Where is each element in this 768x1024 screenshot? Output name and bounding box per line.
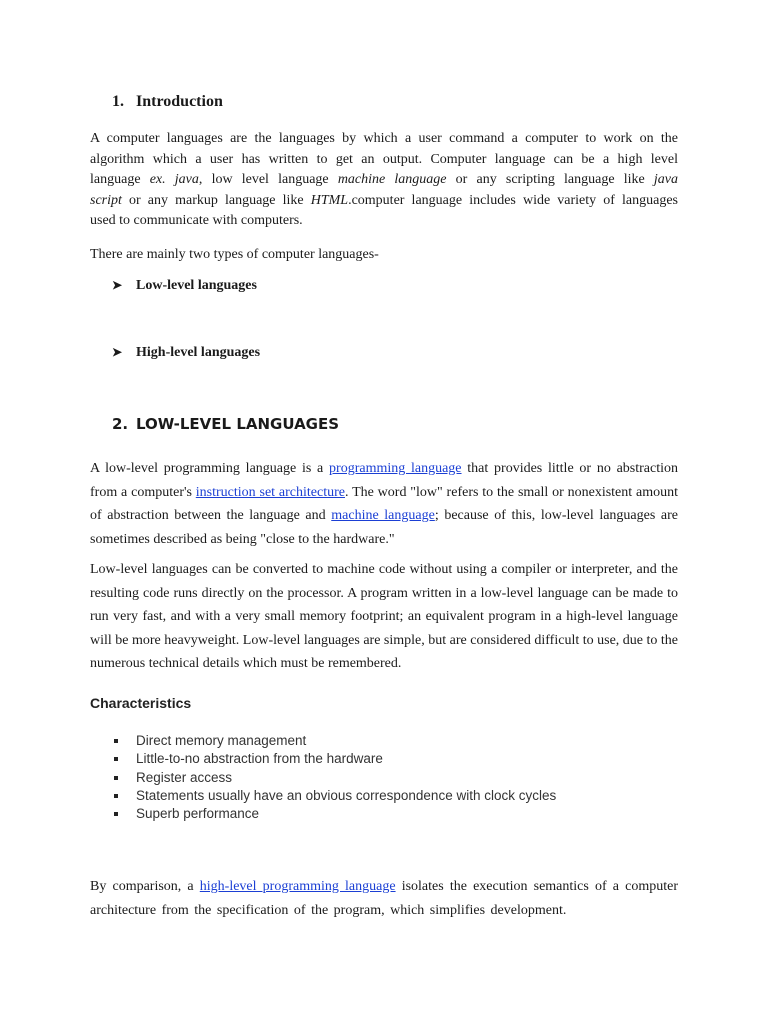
section-1-title: Introduction [136,93,223,110]
list-item [112,787,556,805]
list-item [112,732,556,750]
intro-italic-java-script-b: script [90,192,122,208]
bullet-low-level-label: Low-level languages [136,278,257,293]
bullet-high-level [112,345,260,361]
list-item [112,769,556,787]
instruction-set-architecture-link[interactable]: instruction set architecture [195,484,345,500]
comparison-paragraph [90,875,678,922]
intro-line-1: A computer languages are the languages by which a user command a computer to work on the [90,131,678,146]
characteristics-heading: Characteristics [90,695,192,711]
intro-text: , low level language [198,172,338,187]
section-1-heading [112,93,223,111]
intro-text: language [90,172,150,187]
low-level-conversion-paragraph: Low-level languages can be converted to machine code without using a compiler or interpreter, and the resulting code runs directly on the processor. A program written in a low-level language can be made to run very fast, and with a very small memory footprint; an equivalent program in a high-level language will be more heavyweight. Low-level languages are simple, but are considered difficult to use, due to the numerous technical details which must be remembered. [90,562,678,671]
def-text: . The word "low" refers to the small or nonexistent amount of abstraction between the language and [90,484,678,523]
square-bullet-icon [114,757,118,761]
types-paragraph: There are mainly two types of computer languages- [90,247,379,262]
list-item [112,750,556,768]
list-item-label: Statements usually have an obvious correspondence with clock cycles [136,787,557,803]
intro-text: or any scripting language like [446,172,654,187]
intro-line-5: used to communicate with computers. [90,213,303,228]
list-item-label: Superb performance [136,806,260,822]
def-text: A low-level programming language is a [90,461,330,476]
intro-text: .computer language includes wide variety of languages [348,192,679,208]
section-1-number: 1. [112,93,124,110]
comparison-text: isolates the execution semantics of a computer architecture from the specification of the program, which simplifies development. [90,879,678,918]
intro-line-2: algorithm which a user has written to get an output. Computer language can be a high level [90,151,678,167]
machine-language-link[interactable]: machine language [331,508,435,523]
list-item-label: Direct memory management [136,733,307,748]
bullet-low-level [112,278,257,294]
square-bullet-icon [114,794,118,798]
list-item [112,805,556,823]
square-bullet-icon [114,776,118,780]
square-bullet-icon [114,739,118,743]
high-level-programming-language-link[interactable]: high-level programming language [199,879,396,894]
intro-italic-html: HTML [310,192,349,208]
list-item-label: Register access [136,769,233,785]
intro-italic-java: ex. java [149,172,199,187]
arrow-bullet-icon: ➤ [112,345,123,359]
section-2-number: 2. [112,415,129,433]
square-bullet-icon [114,812,118,816]
bullet-high-level-label: High-level languages [136,345,261,360]
intro-italic-java-script-a: java [653,172,679,187]
section-2-title: LOW-LEVEL LANGUAGES [136,415,340,433]
section-2-heading [112,415,339,433]
def-text: ; because of this, low-level languages are sometimes described as being "close to the hardware." [90,508,679,547]
intro-italic-machine-language: machine language [337,172,447,187]
arrow-bullet-icon: ➤ [112,278,123,292]
characteristics-list [112,732,556,823]
comparison-text: By comparison, a [90,879,200,894]
intro-line-4 [90,191,678,212]
intro-paragraph [90,129,678,232]
intro-text: or any markup language like [121,192,311,208]
list-item-label: Little-to-no abstraction from the hardware [136,751,383,767]
def-text: that provides little or no abstraction from a computer's [90,461,679,500]
low-level-definition-paragraph [90,457,678,551]
programming-language-link[interactable]: programming language [329,461,462,476]
intro-line-3 [90,170,678,191]
